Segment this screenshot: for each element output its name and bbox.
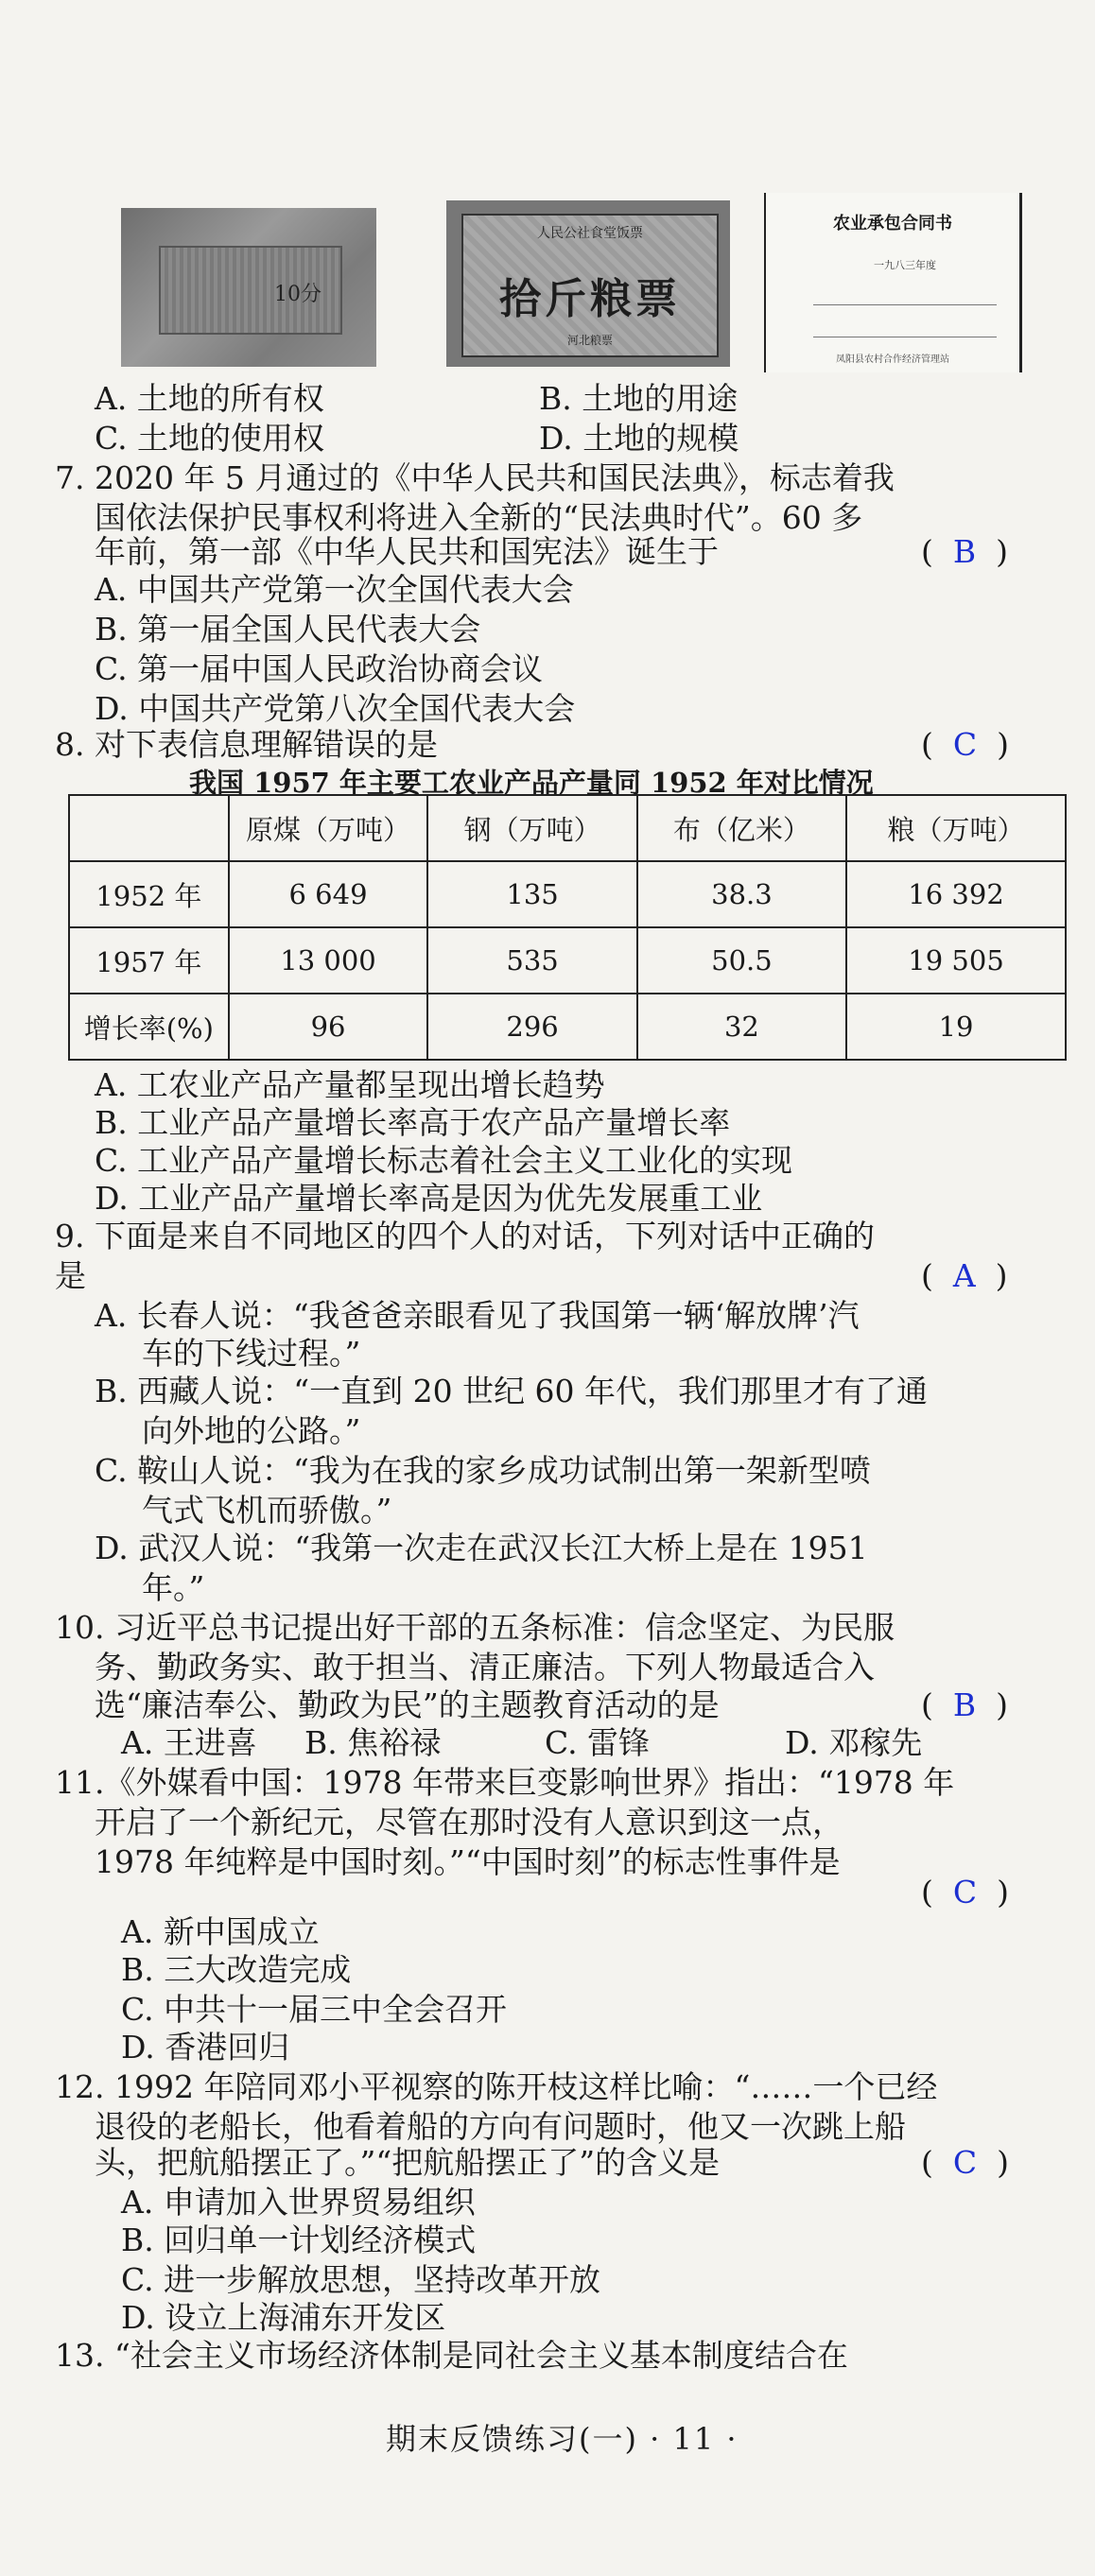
contract-line — [813, 320, 997, 337]
q8-option-d: D. 工业产品产量增长率高是因为优先发展重工业 — [95, 1180, 763, 1217]
q9-option-b-line2: 向外地的公路。” — [142, 1412, 361, 1449]
table-header-cell: 原煤（万吨） — [229, 795, 428, 861]
q9-option-a-line1: A. 长春人说：“我爸爸亲眼看见了我国第一辆‘解放牌’汽 — [95, 1297, 860, 1334]
q9-stem-line1: 9. 下面是来自不同地区的四个人的对话，下列对话中正确的 — [55, 1218, 875, 1254]
q12-stem-line2: 退役的老船长，他看着船的方向有问题时，他又一次跳上船 — [95, 2108, 906, 2145]
contract-footer: 凤阳县农村合作经济管理站 — [836, 354, 949, 365]
q10-stem-line1: 10. 习近平总书记提出好干部的五条标准：信念坚定、为民服 — [55, 1609, 895, 1646]
table-cell: 6 649 — [229, 861, 428, 927]
q12-stem-line3: 头，把航船摆正了。”“把航船摆正了”的含义是 — [95, 2144, 721, 2181]
coupon-main-text: 拾斤粮票 — [499, 275, 681, 323]
coupon-top-text: 人民公社食堂饭票 — [537, 226, 643, 241]
q10-option-c: C. 雷锋 — [545, 1724, 651, 1761]
q12-option-c: C. 进一步解放思想，坚持改革开放 — [121, 2261, 601, 2298]
contract-title: 农业承包合同书 — [833, 214, 952, 233]
table-cell: 32 — [637, 994, 846, 1060]
q7-answer: B — [952, 533, 977, 570]
page-footer: 期末反馈练习(一) · 11 · — [386, 2421, 739, 2457]
q10-answer: B — [952, 1686, 977, 1723]
q11-answer-bracket: ( C ) — [921, 1874, 1009, 1910]
q10-option-a: A. 王进喜 — [121, 1724, 257, 1761]
q6-option-c: C. 土地的使用权 — [95, 420, 325, 457]
table-header-cell — [69, 795, 229, 861]
table-cell: 19 — [846, 994, 1066, 1060]
table-header-cell: 布（亿米） — [637, 795, 846, 861]
table-header-cell: 粮（万吨） — [846, 795, 1066, 861]
table-cell: 50.5 — [637, 927, 846, 994]
q11-stem-line1: 11.《外媒看中国：1978 年带来巨变影响世界》指出：“1978 年 — [55, 1764, 955, 1801]
q7-stem-line3: 年前，第一部《中华人民共和国宪法》诞生于 — [95, 533, 719, 570]
q8-option-c: C. 工业产品产量增长标志着社会主义工业化的实现 — [95, 1142, 793, 1179]
q8-stem: 8. 对下表信息理解错误的是 — [55, 726, 438, 763]
q9-option-c-line2: 气式飞机而骄傲。” — [142, 1492, 392, 1529]
q10-answer-bracket: ( B ) — [921, 1686, 1008, 1723]
q8-answer: C — [952, 726, 978, 763]
q10-stem-line2: 务、勤政务实、敢于担当、清正廉洁。下列人物最适合入 — [95, 1649, 875, 1686]
q7-option-b: B. 第一届全国人民代表大会 — [95, 611, 481, 648]
q11-stem-line2: 开启了一个新纪元，尽管在那时没有人意识到这一点， — [95, 1804, 843, 1841]
q6-option-a: A. 土地的所有权 — [95, 380, 324, 417]
coupon-bottom-text: 河北粮票 — [566, 334, 613, 347]
q11-option-d: D. 香港回归 — [121, 2029, 290, 2066]
q13-stem-line1: 13. “社会主义市场经济体制是同社会主义基本制度结合在 — [55, 2337, 848, 2374]
coupon — [461, 214, 719, 357]
table-cell: 135 — [427, 861, 636, 927]
q6-option-d: D. 土地的规模 — [539, 420, 739, 457]
contract-document-photo — [764, 193, 1022, 372]
q9-option-d-line1: D. 武汉人说：“我第一次走在武汉长江大桥上是在 1951 — [95, 1530, 868, 1566]
q10-stem-line3: 选“廉洁奉公、勤政为民”的主题教育活动的是 — [95, 1686, 720, 1723]
q10-option-d: D. 邓稼先 — [785, 1724, 923, 1761]
table-cell: 1952 年 — [69, 861, 229, 927]
grain-coupon-photo — [446, 200, 730, 367]
q7-option-d: D. 中国共产党第八次全国代表大会 — [95, 690, 576, 727]
q7-option-c: C. 第一届中国人民政治协商会议 — [95, 650, 544, 687]
contract-line — [813, 287, 997, 305]
table-title: 我国 1957 年主要工农业产品产量同 1952 年对比情况 — [189, 767, 874, 799]
q9-option-a-line2: 车的下线过程。” — [142, 1335, 361, 1372]
q11-option-b: B. 三大改造完成 — [121, 1951, 352, 1988]
table-row — [69, 861, 1066, 927]
land-certificate-photo — [121, 208, 376, 367]
q9-option-d-line2: 年。” — [142, 1569, 205, 1606]
q8-option-a: A. 工农业产品产量都呈现出增长趋势 — [95, 1066, 605, 1103]
q9-answer: A — [952, 1257, 976, 1294]
q7-stem-line1: 7. 2020 年 5 月通过的《中华人民共和国民法典》，标志着我 — [55, 459, 895, 496]
table-cell: 1957 年 — [69, 927, 229, 994]
q12-option-a: A. 申请加入世界贸易组织 — [121, 2184, 476, 2221]
certificate-text: 10分 — [274, 283, 322, 306]
table-cell: 19 505 — [846, 927, 1066, 994]
q12-stem-line1: 12. 1992 年陪同邓小平视察的陈开枝这样比喻：“……一个已经 — [55, 2068, 938, 2105]
table-row — [69, 994, 1066, 1060]
q12-option-b: B. 回归单一计划经济模式 — [121, 2222, 477, 2258]
q11-answer: C — [952, 1874, 978, 1910]
contract-year: 一九八三年度 — [874, 259, 936, 271]
q9-answer-bracket: ( A ) — [921, 1257, 1008, 1294]
table-cell: 535 — [427, 927, 636, 994]
q12-answer-bracket: ( C ) — [921, 2144, 1009, 2181]
q7-answer-bracket: ( B ) — [921, 533, 1008, 570]
table-cell: 96 — [229, 994, 428, 1060]
q12-option-d: D. 设立上海浦东开发区 — [121, 2299, 446, 2336]
q8-option-b: B. 工业产品产量增长率高于农产品产量增长率 — [95, 1104, 731, 1141]
q12-answer: C — [952, 2144, 978, 2181]
q9-option-b-line1: B. 西藏人说：“一直到 20 世纪 60 年代，我们那里才有了通 — [95, 1373, 929, 1409]
q10-option-b: B. 焦裕禄 — [304, 1724, 442, 1761]
production-table — [68, 794, 1067, 1061]
table-header-cell: 钢（万吨） — [427, 795, 636, 861]
q9-option-c-line1: C. 鞍山人说：“我为在我的家乡成功试制出第一架新型喷 — [95, 1452, 871, 1489]
table-cell: 296 — [427, 994, 636, 1060]
q7-option-a: A. 中国共产党第一次全国代表大会 — [95, 571, 574, 608]
q9-stem-line2: 是 — [55, 1257, 86, 1294]
q11-option-c: C. 中共十一届三中全会召开 — [121, 1991, 508, 2028]
table-cell: 38.3 — [637, 861, 846, 927]
certificate-slip — [159, 246, 342, 335]
q8-answer-bracket: ( C ) — [921, 726, 1009, 763]
q11-stem-line3: 1978 年纯粹是中国时刻。”“中国时刻”的标志性事件是 — [95, 1843, 841, 1880]
table-header-row — [69, 795, 1066, 861]
table-cell: 增长率(%) — [69, 994, 229, 1060]
table-cell: 13 000 — [229, 927, 428, 994]
q7-stem-line2: 国依法保护民事权利将进入全新的“民法典时代”。60 多 — [95, 499, 863, 536]
table-cell: 16 392 — [846, 861, 1066, 927]
q6-option-b: B. 土地的用途 — [539, 380, 739, 417]
table-row — [69, 927, 1066, 994]
q11-option-a: A. 新中国成立 — [121, 1913, 320, 1950]
